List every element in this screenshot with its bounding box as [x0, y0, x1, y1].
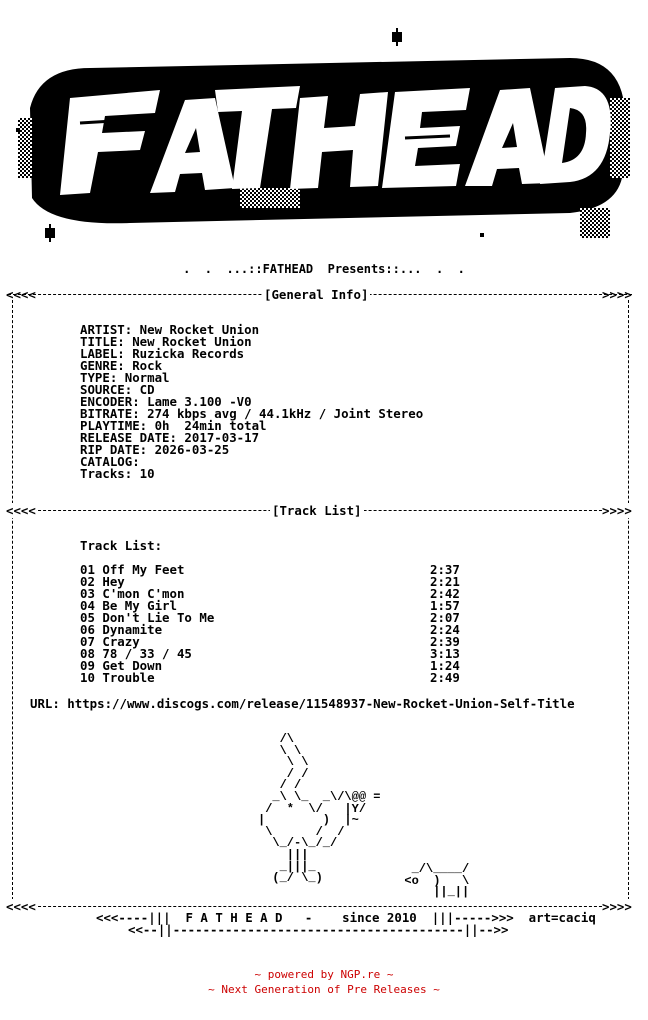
track-duration: 2:37 [430, 562, 460, 577]
track-duration: 1:57 [430, 598, 460, 613]
track-duration: 2:39 [430, 634, 460, 649]
track-name: 03 C'mon C'mon [80, 586, 185, 601]
dog-ascii-art: _/\____/ <o ) \ ||_|| [404, 862, 470, 900]
right-arrow-mid: >>>> [602, 503, 632, 518]
track-duration: 2:49 [430, 670, 460, 685]
info-line: ENCODER: Lame 3.100 -V0 [80, 394, 252, 409]
info-line: LABEL: Ruzicka Records [80, 346, 245, 361]
general-info-title: [General Info] [264, 287, 369, 302]
info-line: PLAYTIME: 0h 24min total [80, 418, 267, 433]
right-arrow-bottom: >>>> [602, 899, 632, 914]
info-line: SOURCE: CD [80, 382, 155, 397]
track-name: 04 Be My Girl [80, 598, 177, 613]
info-line: GENRE: Rock [80, 358, 163, 373]
presents-line: . . ...::FATHEAD Presents::... . . [183, 262, 465, 276]
track-name: 10 Trouble [80, 670, 155, 685]
track-list-title: [Track List] [272, 503, 362, 518]
left-border [12, 300, 13, 900]
info-line: CATALOG: [80, 454, 140, 469]
right-arrow-top: >>>> [602, 287, 632, 302]
track-name: 08 78 / 33 / 45 [80, 646, 192, 661]
info-line: TITLE: New Rocket Union [80, 334, 252, 349]
left-arrow-mid: <<<< [6, 503, 36, 518]
track-duration: 2:42 [430, 586, 460, 601]
left-arrow-bottom: <<<< [6, 899, 36, 914]
left-arrow-top: <<<< [6, 287, 36, 302]
info-line: ARTIST: New Rocket Union [80, 322, 260, 337]
track-name: 05 Don't Lie To Me [80, 610, 215, 625]
info-line: RELEASE DATE: 2017-03-17 [80, 430, 260, 445]
track-name: 06 Dynamite [80, 622, 163, 637]
track-duration: 2:24 [430, 622, 460, 637]
info-line: Tracks: 10 [80, 466, 155, 481]
track-row [80, 672, 500, 684]
fathead-logo [10, 28, 638, 258]
general-info [80, 324, 648, 480]
footer-line: <<<----||| F A T H E A D - since 2010 |||----->>> art=caciq [96, 910, 596, 925]
track-name: 02 Hey [80, 574, 125, 589]
ngp-tagline: ~ Next Generation of Pre Releases ~ [208, 983, 440, 996]
track-duration: 3:13 [430, 646, 460, 661]
cat-ascii-art: /\ \ \ \ \ / / / / _\ \_ _\/\@@ = / * \/ |Y/ | ) |~ \ / / \_/-\_/_/ ||| _|||_ (_/ \_) [258, 732, 381, 886]
info-line: TYPE: Normal [80, 370, 170, 385]
footer-line-2: <<--||---------------------------------------||-->> [128, 922, 509, 937]
info-line: RIP DATE: 2026-03-25 [80, 442, 230, 457]
track-name: 07 Crazy [80, 634, 140, 649]
track-name: 09 Get Down [80, 658, 163, 673]
track-name: 01 Off My Feet [80, 562, 185, 577]
track-duration: 2:07 [430, 610, 460, 625]
discogs-url: URL: https://www.discogs.com/release/11548937-New-Rocket-Union-Self-Title [30, 696, 575, 711]
bottom-border [8, 906, 632, 907]
powered-by: ~ powered by NGP.re ~ [254, 968, 394, 981]
tracklist-heading: Track List: [80, 538, 163, 553]
track-duration: 2:21 [430, 574, 460, 589]
info-line: BITRATE: 274 kbps avg / 44.1kHz / Joint Stereo [80, 406, 424, 421]
track-duration: 1:24 [430, 658, 460, 673]
track-list [80, 564, 500, 684]
